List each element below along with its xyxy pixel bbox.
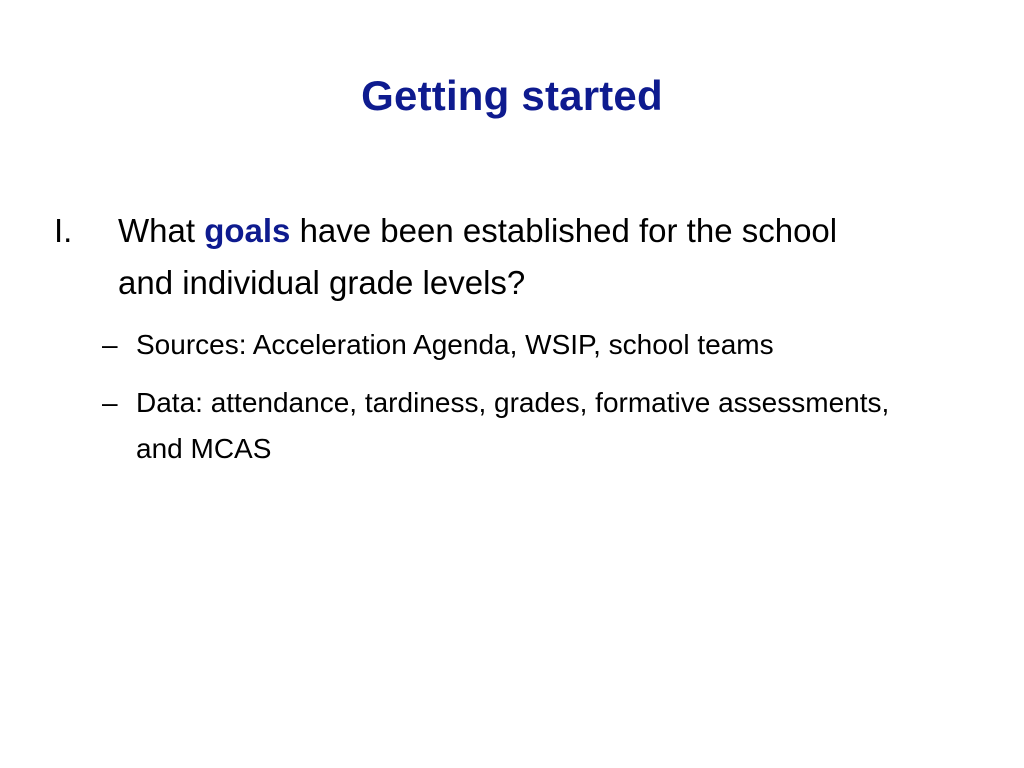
- sub-bullet-sources: [102, 322, 962, 368]
- sub-bullet-list: [102, 322, 962, 484]
- main-bullet: [54, 205, 954, 309]
- main-bullet-text: [118, 205, 898, 309]
- sub-bullet-marker: –: [102, 387, 118, 418]
- slide-title: Getting started: [361, 72, 663, 119]
- bullet-highlight: goals: [204, 212, 291, 249]
- bullet-text-before: What: [118, 212, 205, 249]
- sub-bullet-text: Data: attendance, tardiness, grades, formative assessments, and MCAS: [136, 387, 890, 464]
- bullet-marker: I.: [54, 212, 73, 249]
- bullet-text-after: have been established for the school and individual grade levels?: [118, 212, 838, 301]
- sub-bullet-text: Sources: Acceleration Agenda, WSIP, school teams: [136, 329, 774, 360]
- sub-bullet-data: [102, 380, 962, 472]
- sub-bullet-marker: –: [102, 329, 118, 360]
